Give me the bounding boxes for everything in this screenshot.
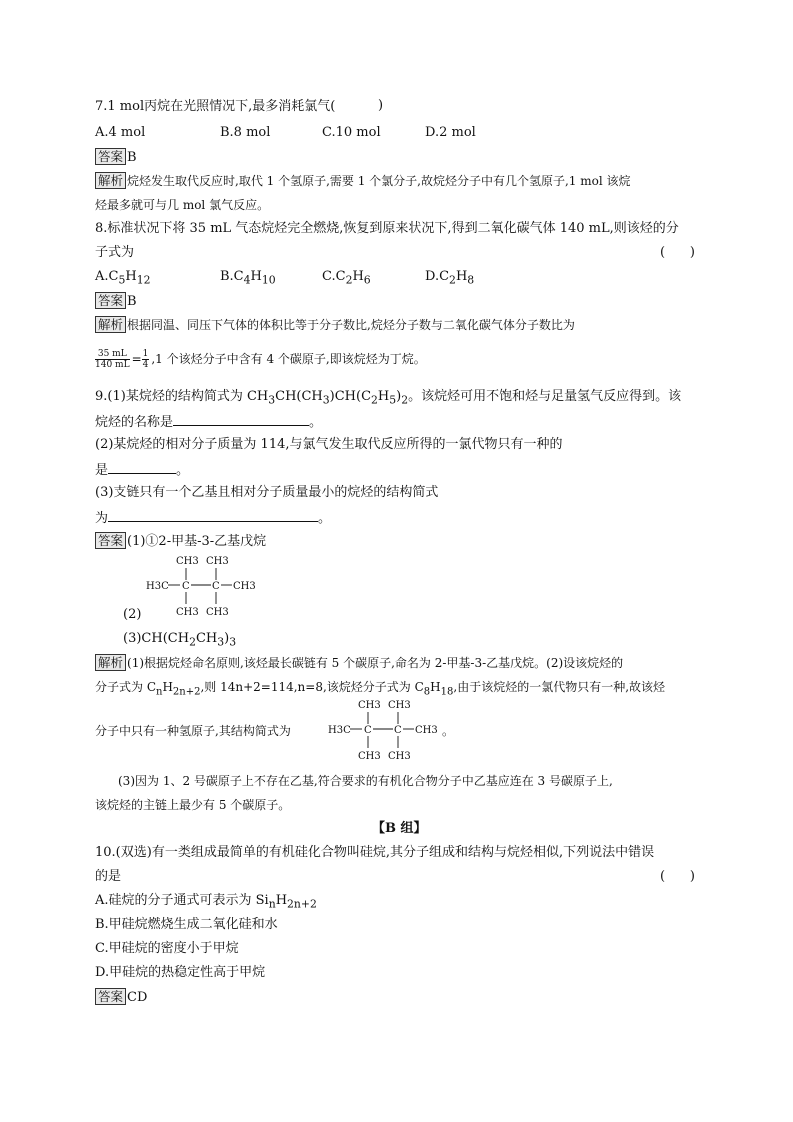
q8-paren: ( ) bbox=[660, 245, 695, 260]
q8-option-d: $D.C_2H_8$ bbox=[425, 269, 475, 287]
q9-part1-line1: 9.(1)某烷烃的结构简式为 $CH_3CH(CH_3)CH(C_2H_5)_2$。该烷烃可用不饱和烃与足量氢气反应得到。该 bbox=[95, 389, 682, 407]
answer-tag: 答案 bbox=[95, 292, 126, 309]
struct-top-1: CH3 bbox=[176, 556, 199, 567]
q9-part1-line2: 烷烃的名称是 。 bbox=[95, 412, 322, 432]
answer-tag: 答案 bbox=[95, 148, 126, 165]
q9-analysis-line4: (3)因为 1、2 号碳原子上不存在乙基,符合要求的有机化合物分子中乙基应连在 3 号碳原子上, bbox=[118, 774, 613, 788]
struct-left: H3C bbox=[328, 725, 351, 736]
q8-stem-line1: 8.标准状况下将 35 mL 气态烷烃完全燃烧,恢复到原来状况下,得到二氧化碳气体 140 mL,则该烃的分 bbox=[95, 221, 679, 236]
section-b-heading: 【B 组】 bbox=[372, 821, 427, 836]
q9-answer bbox=[95, 532, 266, 551]
q9-analysis-line3-end: 。 bbox=[442, 724, 455, 738]
q10-answer-value: CD bbox=[127, 990, 148, 1005]
q8-analysis-line2: $\frac{35 mL}{140 mL}$ = $\frac{1}{4}$ ,1 个该烃分子中含有 4 个碳原子,即该烷烃为丁烷。 bbox=[95, 349, 426, 370]
q10-option-c: C.甲硅烷的密度小于甲烷 bbox=[95, 941, 239, 956]
q9-answer-part2-label: (2) bbox=[123, 607, 142, 622]
q9-analysis-line3: 分子中只有一种氢原子,其结构简式为 bbox=[95, 724, 291, 738]
struct-carbon-1: C bbox=[364, 725, 372, 736]
q9-analysis-line1: (1)根据烷烃命名原则,该烃最长碳链有 5 个碳原子,命名为 2-甲基-3-乙基戊烷。(2)设该烷烃的 bbox=[127, 656, 624, 670]
fraction-volume: $\frac{35 mL}{140 mL}$ bbox=[95, 349, 130, 370]
struct-carbon-2: C bbox=[212, 581, 220, 592]
q10-option-d: D.甲硅烷的热稳定性高于甲烷 bbox=[95, 965, 266, 980]
struct-right: CH3 bbox=[233, 581, 256, 592]
q8-stem-line2: 子式为 bbox=[95, 245, 135, 260]
q10-stem-line2: 的是 bbox=[95, 869, 122, 884]
answer-blank-3[interactable] bbox=[108, 508, 318, 522]
q8-analysis-line1: 根据同温、同压下气体的体积比等于分子数比,烷烃分子数与二氧化碳气体分子数比为 bbox=[127, 318, 575, 332]
fraction-ratio: $\frac{1}{4}$ bbox=[142, 349, 149, 370]
q7-stem: 7.1 mol丙烷在光照情况下,最多消耗氯气( bbox=[95, 99, 336, 114]
q10-stem-line1: 10.(双选)有一类组成最简单的有机硅化合物叫硅烷,其分子组成和结构与烷烃相似,下列说法中错误 bbox=[95, 845, 655, 860]
analysis-tag: 解析 bbox=[95, 172, 126, 189]
q9-part3-line2: 为 。 bbox=[95, 508, 331, 528]
q9-part2-line1: (2)某烷烃的相对分子质量为 114,与氯气发生取代反应所得的一氯代物只有一种的 bbox=[95, 437, 563, 452]
q7-analysis-line1: 烷烃发生取代反应时,取代 1 个氢原子,需要 1 个氯分子,故烷烃分子中有几个氢原子,1 mol 该烷 bbox=[127, 174, 631, 188]
struct-bottom-2: CH3 bbox=[206, 607, 229, 618]
struct-top-2: CH3 bbox=[388, 700, 411, 711]
answer-tag: 答案 bbox=[95, 532, 126, 549]
structural-formula-analysis bbox=[328, 698, 438, 766]
analysis-tag: 解析 bbox=[95, 316, 126, 333]
q9-analysis-line2: 分子式为 $C_nH_{2n+2}$,则 14n+2=114,n=8,该烷烃分子式为 $C_8H_{18}$,由于该烷烃的一氯代物只有一种,故该烃 bbox=[95, 680, 666, 698]
q7-paren-close: ) bbox=[378, 98, 384, 113]
q7-option-a: A.4 mol bbox=[95, 125, 146, 140]
struct-bottom-1: CH3 bbox=[358, 751, 381, 762]
structural-formula-answer bbox=[146, 554, 256, 622]
q8-analysis bbox=[95, 316, 575, 334]
answer-blank-2[interactable] bbox=[108, 460, 176, 474]
q7-option-c: C.10 mol bbox=[322, 125, 381, 140]
q9-answer-part3: $(3)CH(CH_2CH_3)_3$ bbox=[123, 631, 237, 649]
q10-answer bbox=[95, 988, 147, 1007]
q10-option-b: B.甲硅烷燃烧生成二氧化硅和水 bbox=[95, 917, 278, 932]
q7-answer bbox=[95, 148, 137, 167]
q7-analysis bbox=[95, 172, 631, 190]
q7-analysis-line2: 烃最多就可与几 mol 氯气反应。 bbox=[95, 198, 270, 212]
q7-answer-value: B bbox=[127, 150, 137, 165]
q9-part3-line1: (3)支链只有一个乙基且相对分子质量最小的烷烃的结构简式 bbox=[95, 485, 439, 500]
q9-answer-part1: (1)①2-甲基-3-乙基戊烷 bbox=[127, 534, 267, 549]
struct-left: H3C bbox=[146, 581, 169, 592]
q9-analysis-line5: 该烷烃的主链上最少有 5 个碳原子。 bbox=[95, 798, 291, 812]
q7-option-d: D.2 mol bbox=[425, 125, 476, 140]
q8-option-a: $A.C_5H_{12}$ bbox=[95, 269, 151, 287]
q8-answer-value: B bbox=[127, 294, 137, 309]
q8-option-b: $B.C_4H_{10}$ bbox=[220, 269, 276, 287]
q8-option-c: $C.C_2H_6$ bbox=[322, 269, 371, 287]
q9-analysis bbox=[95, 654, 623, 672]
struct-top-2: CH3 bbox=[206, 556, 229, 567]
q9-part2-line2: 是 。 bbox=[95, 460, 189, 480]
q7-option-b: B.8 mol bbox=[220, 125, 271, 140]
analysis-tag: 解析 bbox=[95, 654, 126, 671]
struct-right: CH3 bbox=[415, 725, 438, 736]
q10-paren: ( ) bbox=[660, 869, 695, 884]
q10-option-a: A.硅烷的分子通式可表示为 $Si_nH_{2n+2}$ bbox=[95, 893, 317, 911]
answer-tag: 答案 bbox=[95, 988, 126, 1005]
struct-bottom-1: CH3 bbox=[176, 607, 199, 618]
q8-answer bbox=[95, 292, 137, 311]
answer-blank-1[interactable] bbox=[173, 412, 309, 426]
struct-carbon-2: C bbox=[394, 725, 402, 736]
struct-top-1: CH3 bbox=[358, 700, 381, 711]
struct-carbon-1: C bbox=[182, 581, 190, 592]
struct-bottom-2: CH3 bbox=[388, 751, 411, 762]
